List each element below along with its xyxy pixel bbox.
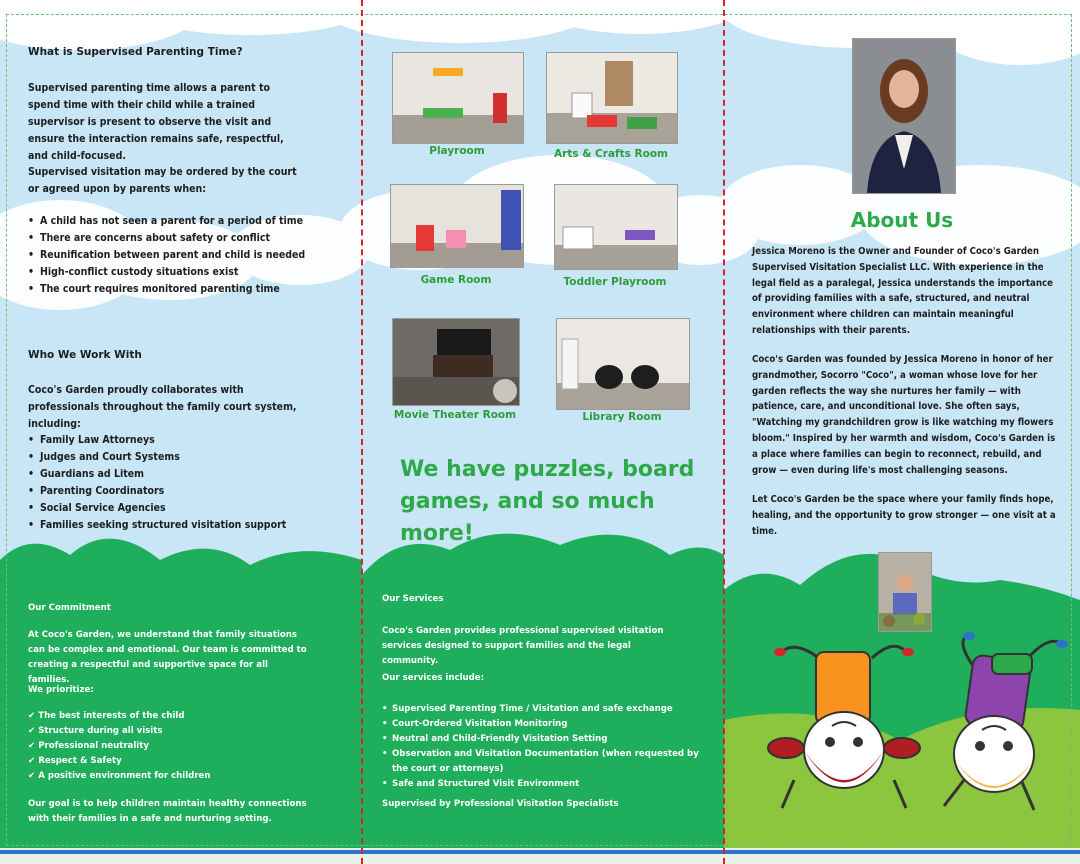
toddler-playroom-photo [554,184,678,270]
ordered-intro: Supervised visitation may be ordered by the court or agreed upon by parents when: [28,166,297,195]
list-item: • Court-Ordered Visitation Monitoring [382,717,700,732]
list-item: • Neutral and Child-Friendly Visitation Setting [382,732,700,747]
list-item: • High-conflict custody situations exist [28,264,328,281]
about-paragraph-1: Jessica Moreno is the Owner and Founder of Coco's Garden Supervised Visitation Specialist LLC. With experience in the legal field as a paralegal, Jessica understands the importance of providing families with a safe, structured, and neutral environment where children can maintain meaningful relationships with their parents. [752,246,1053,336]
promo-headline: We have puzzles, board games, and so much more! [400,457,695,546]
prioritize-title: We prioritize: [28,685,94,695]
list-item: ✔ Structure during all visits [28,724,328,739]
movie-theater-photo [392,318,520,406]
ordered-list [28,213,328,298]
services-body: Coco's Garden provides professional supervised visitation services designed to support families and the legal community. [382,626,664,666]
supervised-title: What is Supervised Parenting Time? [28,46,243,58]
list-item: • Family Law Attorneys [28,432,348,449]
services-list [382,702,700,792]
list-item: • A child has not seen a parent for a period of time [28,213,328,230]
list-item: • There are concerns about safety or conflict [28,230,328,247]
who-title: Who We Work With [28,349,142,361]
list-item: ✔ Professional neutrality [28,739,328,754]
prioritize-list [28,709,328,784]
game-room-photo [390,184,524,268]
list-item: ✔ A positive environment for children [28,769,328,784]
list-item: ✔ Respect & Safety [28,754,328,769]
room-caption: Library Room [582,411,662,423]
supervised-body: Supervised parenting time allows a parent to spend time with their child while a trained supervisor is present to observe the visit and ensure the interaction remains safe, respectful, and child-focused. [28,82,284,162]
list-item: • Guardians ad Litem [28,466,348,483]
about-paragraph-2: Coco's Garden was founded by Jessica Moreno in honor of her grandmother, Socorro "Coco", a woman whose love for her garden reflects the way she nurtures her family — with patience, care, and unconditional love. She often says, "Watching my grandchildren grow is like watching my flowers bloom." Inspired by her warmth and wisdom, Coco's Garden is a place where families can begin to reconnect, rebuild, and grow — even during life's most challenging seasons. [752,354,1056,476]
arts-crafts-photo [546,52,678,144]
room-caption: Movie Theater Room [393,409,517,421]
list-item: • Social Service Agencies [28,500,348,517]
services-footer: Supervised by Professional Visitation Specialists [382,799,619,809]
list-item: • Parenting Coordinators [28,483,348,500]
room-caption: Arts & Crafts Room [554,148,668,160]
list-item: • Safe and Structured Visit Environment [382,777,700,792]
who-body: Coco's Garden proudly collaborates with professionals throughout the family court system, including: [28,384,297,430]
panel-left [0,0,362,864]
owner-portrait [852,38,956,194]
goal-text: Our goal is to help children maintain healthy connections with their families in a safe and nurturing setting. [28,799,307,824]
cartoon-kids-illustration [764,630,1074,820]
services-title: Our Services [382,594,444,604]
commitment-title: Our Commitment [28,603,111,613]
about-paragraph-3: Let Coco's Garden be the space where your family finds hope, healing, and the opportunity to grow stronger — one visit at a time. [752,494,1056,537]
room-caption: Playroom [429,145,485,157]
grandmother-photo [878,552,932,632]
list-item: • Judges and Court Systems [28,449,348,466]
panel-right [724,0,1080,864]
services-include: Our services include: [382,673,485,683]
list-item: ✔ The best interests of the child [28,709,328,724]
list-item: • Families seeking structured visitation support [28,517,348,534]
list-item: • Supervised Parenting Time / Visitation and safe exchange [382,702,700,717]
list-item: • Reunification between parent and child is needed [28,247,328,264]
playroom-photo [392,52,524,144]
commitment-body: At Coco's Garden, we understand that family situations can be complex and emotional. Our team is committed to creating a respectful and supportive space for all families. [28,630,307,685]
list-item: • Observation and Visitation Documentation (when requested by the court or attorneys) [382,747,700,777]
room-caption: Toddler Playroom [563,276,667,288]
about-title: About Us [850,208,954,232]
who-list [28,432,348,534]
room-caption: Game Room [420,274,492,286]
library-room-photo [556,318,690,410]
list-item: • The court requires monitored parenting time [28,281,328,298]
panel-middle [362,0,724,864]
